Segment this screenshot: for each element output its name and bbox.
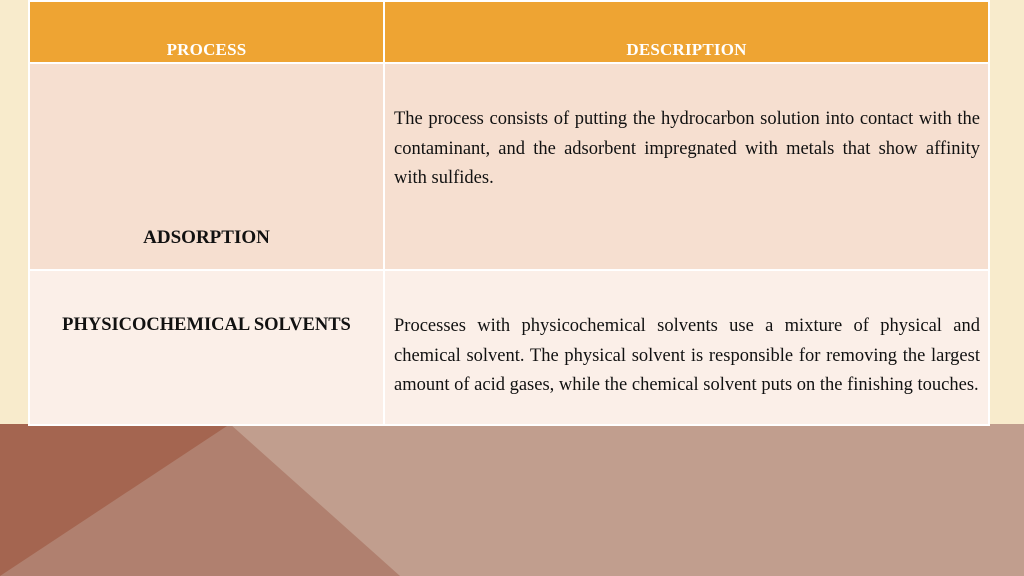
table-row	[29, 270, 989, 425]
process-description-cell: The process consists of putting the hydrocarbon solution into contact with the contaminant, and the adsorbent impregnated with metals that show affinity with sulfides.	[384, 63, 989, 270]
decorative-triangles	[0, 424, 1024, 576]
process-table	[28, 0, 990, 426]
process-name-cell: PHYSICOCHEMICAL SOLVENTS	[29, 270, 384, 425]
header-process: PROCESS	[29, 1, 384, 63]
table-header-row	[29, 1, 989, 63]
header-description: DESCRIPTION	[384, 1, 989, 63]
process-name-cell: ADSORPTION	[29, 63, 384, 270]
decorative-bottom-band	[0, 424, 1024, 576]
table-row	[29, 63, 989, 270]
process-description-cell: Processes with physicochemical solvents use a mixture of physical and chemical solvent. The physical solvent is responsible for removing the largest amount of acid gases, while the chemical solvent puts on the finishing touches.	[384, 270, 989, 425]
